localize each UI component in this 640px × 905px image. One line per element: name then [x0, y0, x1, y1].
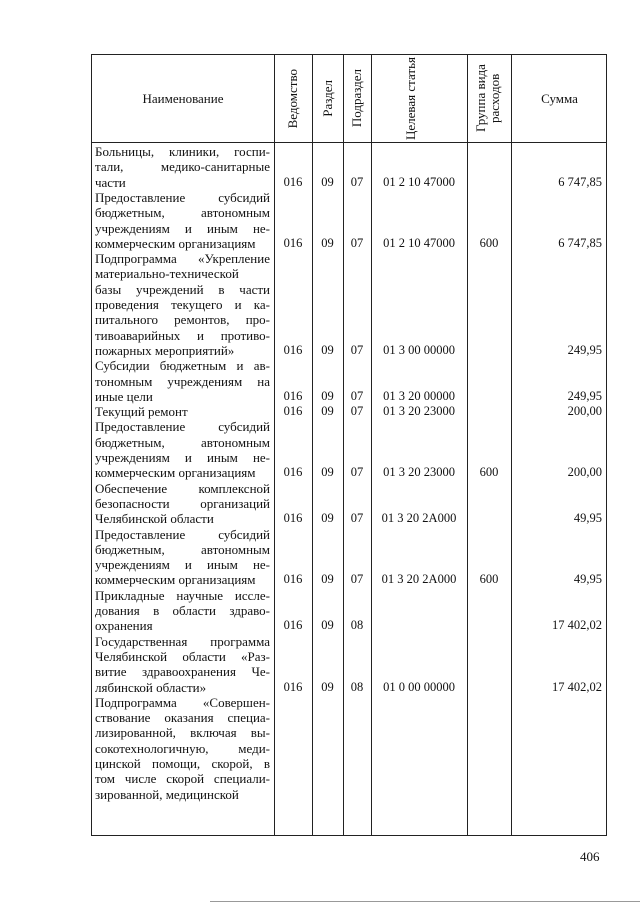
row-name-line: учреждениям и иным не-	[95, 450, 270, 465]
header-razdel: Раздел	[319, 80, 335, 117]
cell-summa: 49,95	[573, 572, 602, 587]
row-name-line: сокотехнологичную, меди-	[95, 740, 270, 756]
cell-podrazdel: 07	[350, 388, 364, 403]
cell-summa: 249,95	[567, 342, 602, 357]
row-name-line: цинской помощи, скорой, в	[95, 756, 270, 771]
row-name-line: бюджетным, автономным	[95, 541, 270, 557]
cell-tselevaya-statya: 01 2 10 47000	[383, 235, 455, 250]
column-divider	[312, 55, 313, 835]
row-name-line: проведения текущего и ка-	[95, 297, 270, 312]
cell-podrazdel: 07	[350, 465, 364, 480]
row-name-line: витие здравоохранения Че-	[95, 664, 270, 680]
header-divider	[92, 142, 606, 143]
row-name-line: лябинской области»	[95, 679, 207, 695]
cell-summa: 200,00	[567, 465, 602, 480]
row-name-line: Прикладные научные иссле-	[95, 587, 270, 603]
column-divider	[343, 55, 344, 835]
header-vedomstvo: Ведомство	[285, 68, 300, 129]
cell-tselevaya-statya: 01 3 20 2А000	[381, 511, 457, 526]
cell-tselevaya-statya: 01 3 20 2А000	[381, 572, 457, 587]
row-name-line: учреждениям и иным не-	[95, 557, 270, 573]
row-name-line: Подпрограмма «Совершен-	[95, 694, 270, 710]
row-name-line: пожарных мероприятий»	[95, 342, 235, 358]
cell-razdel: 09	[321, 679, 334, 694]
cell-gruppa-vida: 600	[479, 235, 499, 250]
row-name-line: лизированной, включая вы-	[95, 725, 270, 741]
cell-vedomstvo: 016	[283, 572, 303, 587]
row-name-line: Больницы, клиники, госпи-	[95, 144, 270, 159]
cell-podrazdel: 07	[350, 511, 364, 526]
cell-gruppa-vida: 600	[479, 465, 499, 480]
row-name-line: коммерческим организациям	[95, 235, 256, 251]
cell-tselevaya-statya: 01 3 00 00000	[383, 342, 455, 357]
row-name-line: питального ремонтов, про-	[95, 312, 270, 328]
cell-razdel: 09	[321, 572, 334, 587]
cell-tselevaya-statya: 01 3 20 23000	[383, 465, 455, 480]
row-name-line: Подпрограмма «Укрепление	[95, 251, 270, 267]
cell-podrazdel: 07	[350, 342, 364, 357]
cell-vedomstvo: 016	[283, 235, 303, 250]
cell-summa: 6 747,85	[558, 235, 602, 250]
row-name-line: Обеспечение комплексной	[95, 480, 270, 496]
cell-vedomstvo: 016	[283, 174, 303, 189]
row-name-line: дования в области здраво-	[95, 603, 270, 618]
cell-summa: 249,95	[567, 388, 602, 403]
row-name-line: безопасности организаций	[95, 495, 270, 511]
column-divider	[467, 55, 468, 835]
cell-tselevaya-statya: 01 0 00 00000	[383, 679, 455, 694]
cell-podrazdel: 07	[350, 235, 364, 250]
row-name-line: базы учреждений в части	[95, 281, 270, 297]
cell-razdel: 09	[321, 404, 334, 419]
column-divider	[371, 55, 372, 835]
row-name-line: Челябинской области	[95, 511, 214, 527]
header-tselevaya-statya: Целевая статья	[403, 56, 418, 140]
row-name-line: коммерческим организациям	[95, 572, 256, 588]
column-divider	[511, 55, 512, 835]
row-name-line: учреждениям и иным не-	[95, 220, 270, 236]
cell-podrazdel: 07	[350, 404, 364, 419]
cell-summa: 17 402,02	[552, 679, 602, 694]
cell-podrazdel: 07	[350, 572, 364, 587]
cell-summa: 49,95	[573, 511, 602, 526]
budget-table	[91, 54, 607, 836]
column-divider	[274, 55, 275, 835]
row-name-line: Субсидии бюджетным и ав-	[95, 358, 270, 374]
cell-summa: 200,00	[567, 404, 602, 419]
row-name-line: тивоаварийных и противо-	[95, 327, 270, 343]
row-name-line: охранения	[95, 618, 153, 634]
row-name-line: Текущий ремонт	[95, 404, 188, 420]
row-name-line: материально-технической	[95, 266, 239, 282]
cell-tselevaya-statya: 01 3 20 00000	[383, 388, 455, 403]
cell-summa: 17 402,02	[552, 618, 602, 633]
cell-gruppa-vida: 600	[479, 572, 499, 587]
cell-vedomstvo: 016	[283, 679, 303, 694]
row-name-line: зированной, медицинской	[95, 786, 239, 802]
header-podrazdel: Подраздел	[349, 69, 364, 128]
cell-tselevaya-statya: 01 2 10 47000	[383, 174, 455, 189]
cell-vedomstvo: 016	[283, 465, 303, 480]
cell-tselevaya-statya: 01 3 20 23000	[383, 404, 455, 419]
header-name: Наименование	[142, 90, 224, 106]
row-name-line: том числе скорой специали-	[95, 771, 270, 787]
cell-razdel: 09	[321, 174, 334, 189]
row-name-line: Предоставление субсидий	[95, 419, 270, 435]
row-name-line: части	[95, 174, 126, 190]
cell-vedomstvo: 016	[283, 618, 303, 633]
row-name-line: Государственная программа	[95, 633, 270, 649]
row-name-line: бюджетным, автономным	[95, 434, 270, 450]
cell-razdel: 09	[321, 235, 334, 250]
cell-podrazdel: 08	[350, 679, 364, 694]
cell-razdel: 09	[321, 388, 334, 403]
cell-vedomstvo: 016	[283, 388, 303, 403]
row-name-line: Предоставление субсидий	[95, 189, 270, 205]
cell-podrazdel: 08	[350, 618, 364, 633]
cell-razdel: 09	[321, 511, 334, 526]
footer-rule	[210, 901, 640, 902]
cell-razdel: 09	[321, 618, 334, 633]
cell-vedomstvo: 016	[283, 511, 303, 526]
row-name-line: Предоставление субсидий	[95, 526, 270, 542]
row-name-line: иные цели	[95, 388, 153, 404]
row-name-line: Челябинской области «Раз-	[95, 648, 270, 664]
cell-vedomstvo: 016	[283, 404, 303, 419]
page-number: 406	[580, 849, 600, 864]
header-gruppa-vida-rashodov: Группа вида расходов	[473, 64, 502, 133]
cell-razdel: 09	[321, 465, 334, 480]
row-name-line: бюджетным, автономным	[95, 205, 270, 221]
cell-vedomstvo: 016	[283, 342, 303, 357]
row-name-line: тали, медико-санитарные	[95, 159, 270, 175]
cell-razdel: 09	[321, 342, 334, 357]
header-summa: Сумма	[541, 90, 578, 106]
row-name-line: ствование оказания специа-	[95, 710, 270, 726]
cell-summa: 6 747,85	[558, 174, 602, 189]
row-name-line: тономным учреждениям на	[95, 373, 270, 389]
cell-podrazdel: 07	[350, 174, 364, 189]
row-name-line: коммерческим организациям	[95, 465, 256, 481]
